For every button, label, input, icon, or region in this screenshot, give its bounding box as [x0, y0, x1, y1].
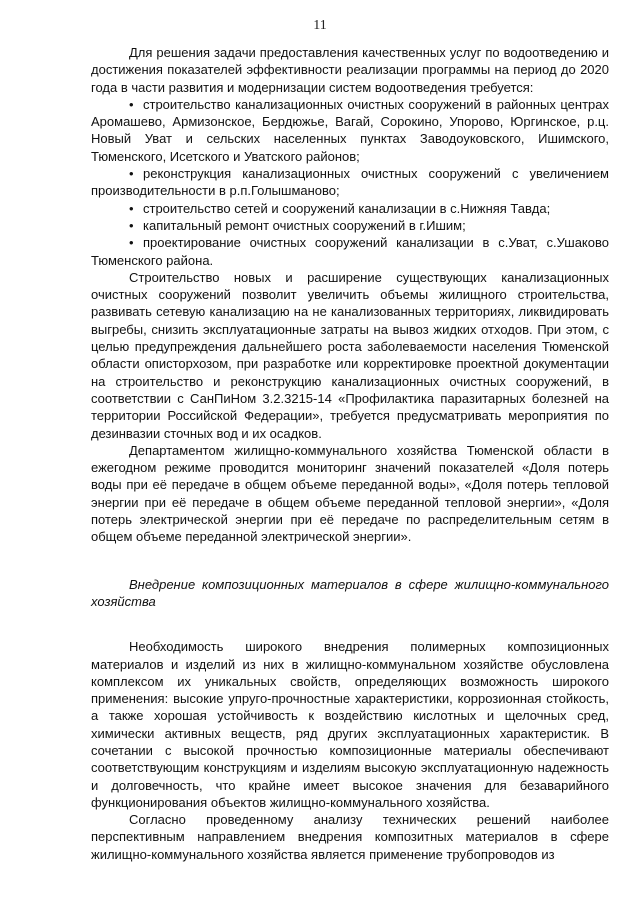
page-body — [91, 44, 609, 863]
bullet-icon: • — [129, 235, 134, 251]
bullet-text: проектирование очистных сооружений канализации в с.Уват, с.Ушаково Тюменского района. — [91, 235, 609, 268]
bullet-icon: • — [129, 200, 134, 216]
bullet-text: строительство сетей и сооружений канализации в с.Нижняя Тавда; — [143, 200, 551, 216]
paragraph-monitoring: Департаментом жилищно-коммунального хозяйства Тюменской области в ежегодном режиме проводится мониторинг значений показателей «Доля потерь воды при её передаче в общем объеме переданной воды», «Доля потерь тепловой энергии при её передаче в общем объеме переданной тепловой энергии», «Доля потерь электрической энергии при её передаче по распределительным сетям в общем объеме переданной электрической энергии». — [91, 442, 609, 545]
bullet-text: капитальный ремонт очистных сооружений в г.Ишим; — [143, 217, 466, 233]
bullet-item-design — [91, 234, 609, 269]
page-number: 11 — [313, 18, 327, 33]
bullet-icon: • — [129, 96, 134, 112]
bullet-item-repair — [91, 217, 609, 234]
bullet-item-construction — [91, 96, 609, 165]
paragraph-intro: Для решения задачи предоставления качественных услуг по водоотведению и достижения показателей эффективности реализации программы на период до 2020 года в части развития и модернизации систем водоотведения требуется: — [91, 45, 609, 95]
bullet-text: реконструкция канализационных очистных сооружений с увеличением производительности в р.п.Голышманово; — [91, 166, 609, 199]
bullet-item-networks — [91, 200, 609, 217]
bullet-text: строительство канализационных очистных сооружений в районных центрах Аромашево, Армизонское, Бердюжье, Вагай, Сорокино, Упорово, Юргинское, р.ц. Новый Уват и сельских населенных пунктах Заводоуковского, Ишимского, Тюменского, Исетского и Уватского районов; — [91, 96, 609, 164]
paragraph-analysis: Согласно проведенному анализу технических решений наиболее перспективным направлением внедрения композитных материалов в сфере жилищно-коммунального хозяйства является применение трубопроводов из — [91, 812, 609, 862]
bullet-icon: • — [129, 217, 134, 233]
paragraph-composites: Необходимость широкого внедрения полимерных композиционных материалов и изделий из них в жилищно-коммунальном хозяйстве обусловлена комплексом их уникальных свойств, определяющих возможность широкого применения: высокие упруго-прочностные характеристики, коррозионная стойкость, а также хорошая устойчивость к воздействию кислотных и щелочных сред, химически активных веществ, ряд других эксплуатационных характеристик. В сочетании с высокой прочностью композиционные материалы обеспечивают соответствующим конструкциям и изделиям высокую эксплуатационную надежность и долговечность, что крайне имеет высокое значения для безаварийного функционирования объектов жилищно-коммунального хозяйства. — [91, 639, 609, 810]
bullet-item-reconstruction — [91, 165, 609, 200]
section-heading: Внедрение композиционных материалов в сфере жилищно-коммунального хозяйства — [91, 576, 609, 609]
paragraph-construction: Строительство новых и расширение существующих канализационных очистных сооружений позволит увеличить объемы жилищного строительства, развивать сетевую канализацию на не канализованных территориях, ликвидировать выгребы, снизить эксплуатационные затраты на вывоз жидких отходов. При этом, с целью предупреждения дальнейшего роста заболеваемости населения Тюменской области описторхозом, при разработке или корректировке проектной документации на строительство и реконструкцию канализационных очистных сооружений, в соответствии с СанПиНом 3.2.3215-14 «Профилактика паразитарных болезней на территории Российской Федерации», требуется предусматривать мероприятия по дезинвазии сточных вод и их осадков. — [91, 269, 609, 441]
bullet-icon: • — [129, 166, 134, 182]
